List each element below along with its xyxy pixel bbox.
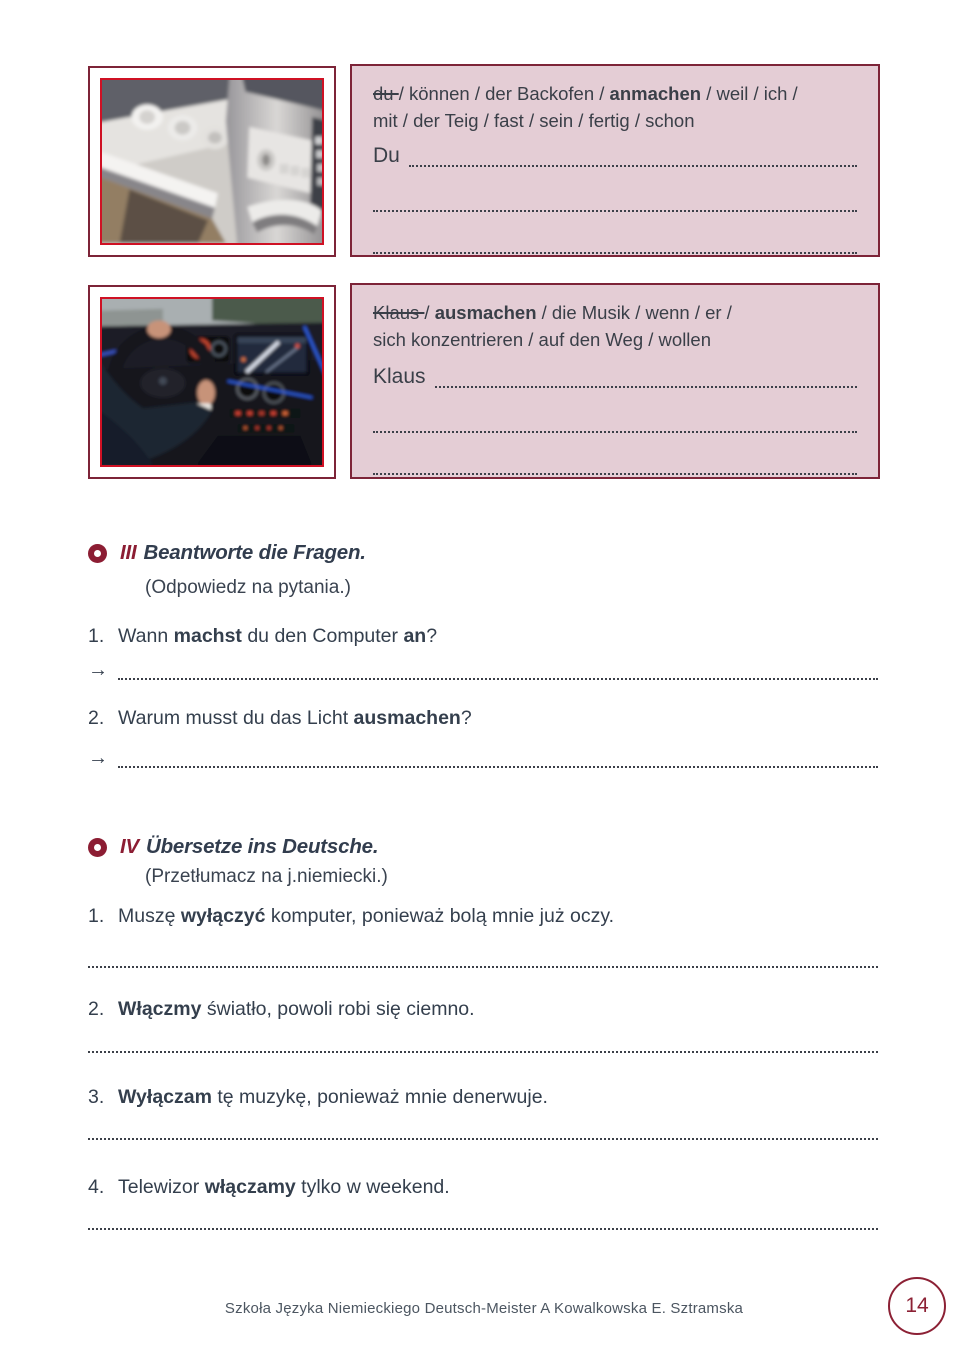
arrow-icon: →: [88, 747, 108, 769]
answer-blank-line: [373, 190, 857, 212]
item-text: Muszę wyłączyć komputer, ponieważ bolą mnie już oczy.: [118, 905, 615, 927]
page-number-badge: [888, 1277, 946, 1335]
section-title: III Beantworte die Fragen.: [120, 541, 366, 564]
item-number: 1.: [88, 905, 105, 927]
footer-school-name: Szkoła Języka Niemieckiego Deutsch-Meister A Kowalkowska E. Sztramska: [224, 1300, 744, 1317]
translation-row: [88, 1176, 878, 1199]
answer-arrow-row: [88, 658, 878, 680]
answer-blank-line: [373, 411, 857, 433]
question-number: 2.: [88, 707, 105, 729]
item-text: Telewizor włączamy tylko w weekend.: [118, 1176, 450, 1198]
answer-dots-line: [409, 144, 857, 167]
answer-blank-line: [88, 946, 878, 968]
item-text: Włączmy światło, powoli robi się ciemno.: [118, 998, 475, 1020]
section-3-heading: [88, 541, 366, 565]
word-bank: [373, 80, 798, 134]
word-bank-line-1: du / können / der Backofen / anmachen / weil / ich /: [373, 83, 798, 104]
answer-start-row: [373, 365, 857, 389]
section-4-heading: [88, 835, 378, 859]
page-number: 14: [905, 1294, 929, 1317]
word-bank-line-2: sich konzentrieren / auf den Weg / wollen: [373, 329, 711, 350]
question-text: Wann machst du den Computer an?: [118, 625, 438, 647]
question-text: Warum musst du das Licht ausmachen?: [118, 707, 472, 729]
answer-blank-line: [118, 744, 878, 768]
answer-dots-line: [435, 365, 857, 388]
translation-row: [88, 998, 878, 1021]
section-bullet-icon: [88, 838, 107, 857]
translation-row: [88, 1086, 878, 1109]
strike-word: du: [373, 83, 399, 104]
answer-prefix: Klaus: [373, 365, 426, 388]
answer-blank-line: [88, 1118, 878, 1140]
arrow-icon: →: [88, 659, 108, 681]
strike-word: Klaus: [373, 302, 425, 323]
item-number: 4.: [88, 1176, 105, 1198]
section-3-subtitle: (Odpowiedz na pytania.): [145, 577, 351, 598]
section-title: IV Übersetze ins Deutsche.: [120, 835, 379, 858]
photo-frame-car: [88, 285, 336, 479]
oven-photo-illustration: [102, 80, 322, 243]
word-bank-line-1: Klaus / ausmachen / die Musik / wenn / er /: [373, 302, 732, 323]
exercise-panel-oven: [350, 64, 880, 257]
exercise-panel-car: [350, 283, 880, 479]
section-4-subtitle: (Przetłumacz na j.niemiecki.): [145, 866, 388, 887]
item-number: 3.: [88, 1086, 105, 1108]
question-row: [88, 625, 878, 648]
oven-photo: [100, 78, 324, 245]
answer-prefix: Du: [373, 144, 400, 167]
answer-blank-line: [373, 453, 857, 475]
word-bank: [373, 299, 732, 353]
answer-start-row: [373, 144, 857, 168]
answer-blank-line: [373, 232, 857, 254]
answer-arrow-row: [88, 746, 878, 768]
word-bank-line-2: mit / der Teig / fast / sein / fertig / schon: [373, 110, 695, 131]
section-numeral: IV: [120, 835, 139, 858]
bold-word: anmachen: [609, 83, 702, 104]
item-text: Wyłączam tę muzykę, ponieważ mnie denerwuje.: [118, 1086, 548, 1108]
question-number: 1.: [88, 625, 105, 647]
photo-frame-oven: [88, 66, 336, 257]
translation-row: [88, 905, 878, 928]
bold-word: ausmachen: [434, 302, 537, 323]
item-number: 2.: [88, 998, 105, 1020]
question-row: [88, 707, 878, 730]
section-bullet-icon: [88, 544, 107, 563]
car-photo-illustration: [102, 299, 322, 465]
answer-blank-line: [88, 1208, 878, 1230]
car-photo: [100, 297, 324, 467]
answer-blank-line: [88, 1031, 878, 1053]
section-numeral: III: [120, 541, 137, 564]
answer-blank-line: [118, 656, 878, 680]
